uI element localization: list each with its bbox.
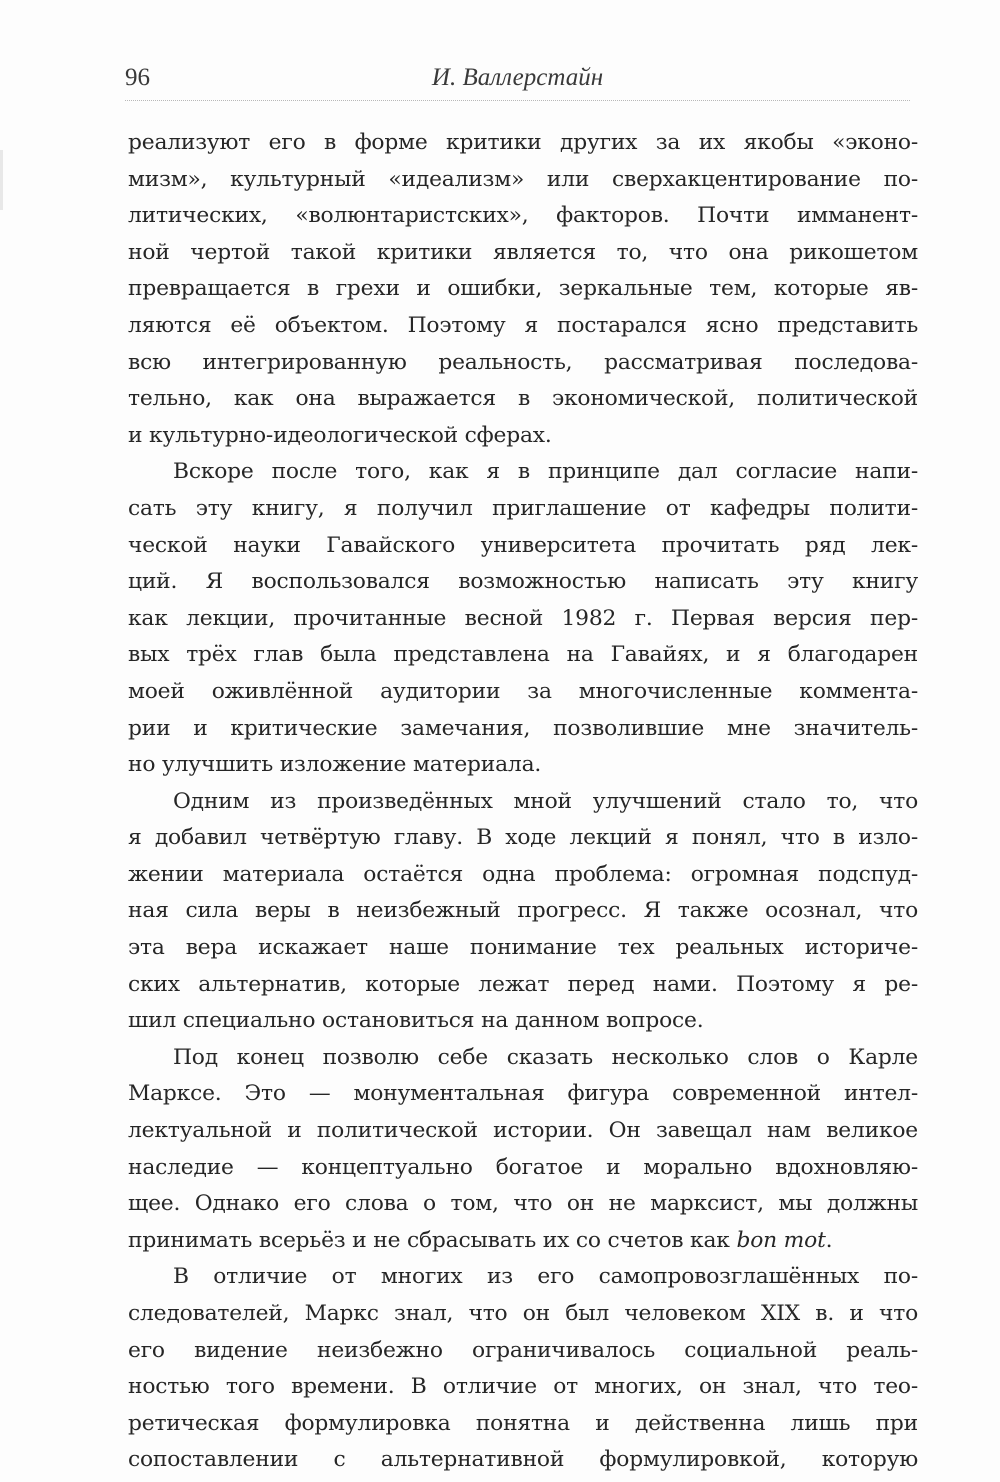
text-line: тельно, как она выражается в экономической, политической [128,386,918,412]
text-line: моей оживлённой аудитории за многочисленные коммента- [128,678,918,704]
paragraph-2 [128,454,918,783]
text-line: следователей, Маркс знал, что он был человеком XIX в. и что [128,1301,918,1326]
text-line-suffix: . [825,1227,833,1253]
text-line: ностью того времени. В отличие от многих, он знал, что тео- [128,1374,918,1400]
text-line: и культурно-идеологической сферах. [128,422,552,448]
text-line-prefix: принимать всерьёз и не сбрасывать их со счетов как [128,1227,737,1253]
text-line: превращается в грехи и ошибки, зеркальные тем, которые яв- [128,276,918,302]
text-line: ная сила веры в неизбежный прогресс. Я также осознал, что [128,898,918,924]
text-line: Вскоре после того, как я в принципе дал согласие напи- [173,459,918,485]
running-head-author: И. Валлерстайн [431,64,604,91]
text-line: рии и критические замечания, позволившие мне значитель- [128,715,918,741]
text-line: мизм», культурный «идеализм» или сверхакцентирование по- [128,166,918,192]
text-line: сать эту книгу, я получил приглашение от кафедры полити- [128,495,918,521]
paragraph-4 [128,1040,918,1260]
paragraph-5 [128,1259,918,1479]
text-line: лектуальной и политической истории. Он завещал нам великое [128,1118,918,1144]
text-line: его видение неизбежно ограничивалось социальной реаль- [128,1337,918,1363]
text-line: шил специально остановиться на данном вопросе. [128,1008,704,1034]
text-line: наследие — концептуально богатое и морально вдохновляю- [128,1154,918,1180]
page-header [125,60,910,101]
text-line: Одним из произведённых мной улучшений стало то, что [173,788,918,814]
text-line: ских альтернатив, которые лежат перед нами. Поэтому я ре- [128,971,918,997]
text-line: я добавил четвёртую главу. В ходе лекций я понял, что в изло- [128,825,918,851]
text-line: литических, «волюнтаристских», факторов. Почти имманент- [128,203,918,229]
text-line: всю интегрированную реальность, рассматривая последова- [128,349,918,375]
scan-edge-shadow [0,150,3,210]
italic-phrase: bon mot [736,1227,826,1253]
text-line: ной чертой такой критики является то, что она рикошетом [128,239,918,265]
body-text [128,125,918,1479]
page-number: 96 [125,64,150,91]
text-line: реализуют его в форме критики других за их якобы «эконо- [128,130,918,155]
paragraph-3 [128,784,918,1040]
text-line: ляются её объектом. Поэтому я постарался ясно представить [128,312,918,338]
text-line: вых трёх глав была представлена на Гавайях, и я благодарен [128,642,918,668]
paragraph-1 [128,125,918,454]
text-line: эта вера искажает наше понимание тех реальных историче- [128,935,918,961]
text-line: сопоставлении с альтернативной формулировкой, которую [128,1447,918,1473]
text-line: В отличие от многих из его самопровозглашённых по- [173,1264,918,1290]
text-line: ческой науки Гавайского университета прочитать ряд лек- [128,532,918,558]
text-line: Под конец позволю себе сказать несколько слов о Карле [173,1044,918,1070]
text-line [128,1223,918,1260]
text-line: но улучшить изложение материала. [128,752,542,778]
text-line: жении материала остаётся одна проблема: огромная подспуд- [128,861,918,887]
text-line: Марксе. Это — монументальная фигура современной интел- [128,1081,918,1107]
text-line: ретическая формулировка понятна и действенна лишь при [128,1410,918,1436]
text-line: щее. Однако его слова о том, что он не марксист, мы должны [128,1191,918,1217]
text-line: как лекции, прочитанные весной 1982 г. Первая версия пер- [128,605,918,631]
text-line: ций. Я воспользовался возможностью написать эту книгу [128,569,918,595]
